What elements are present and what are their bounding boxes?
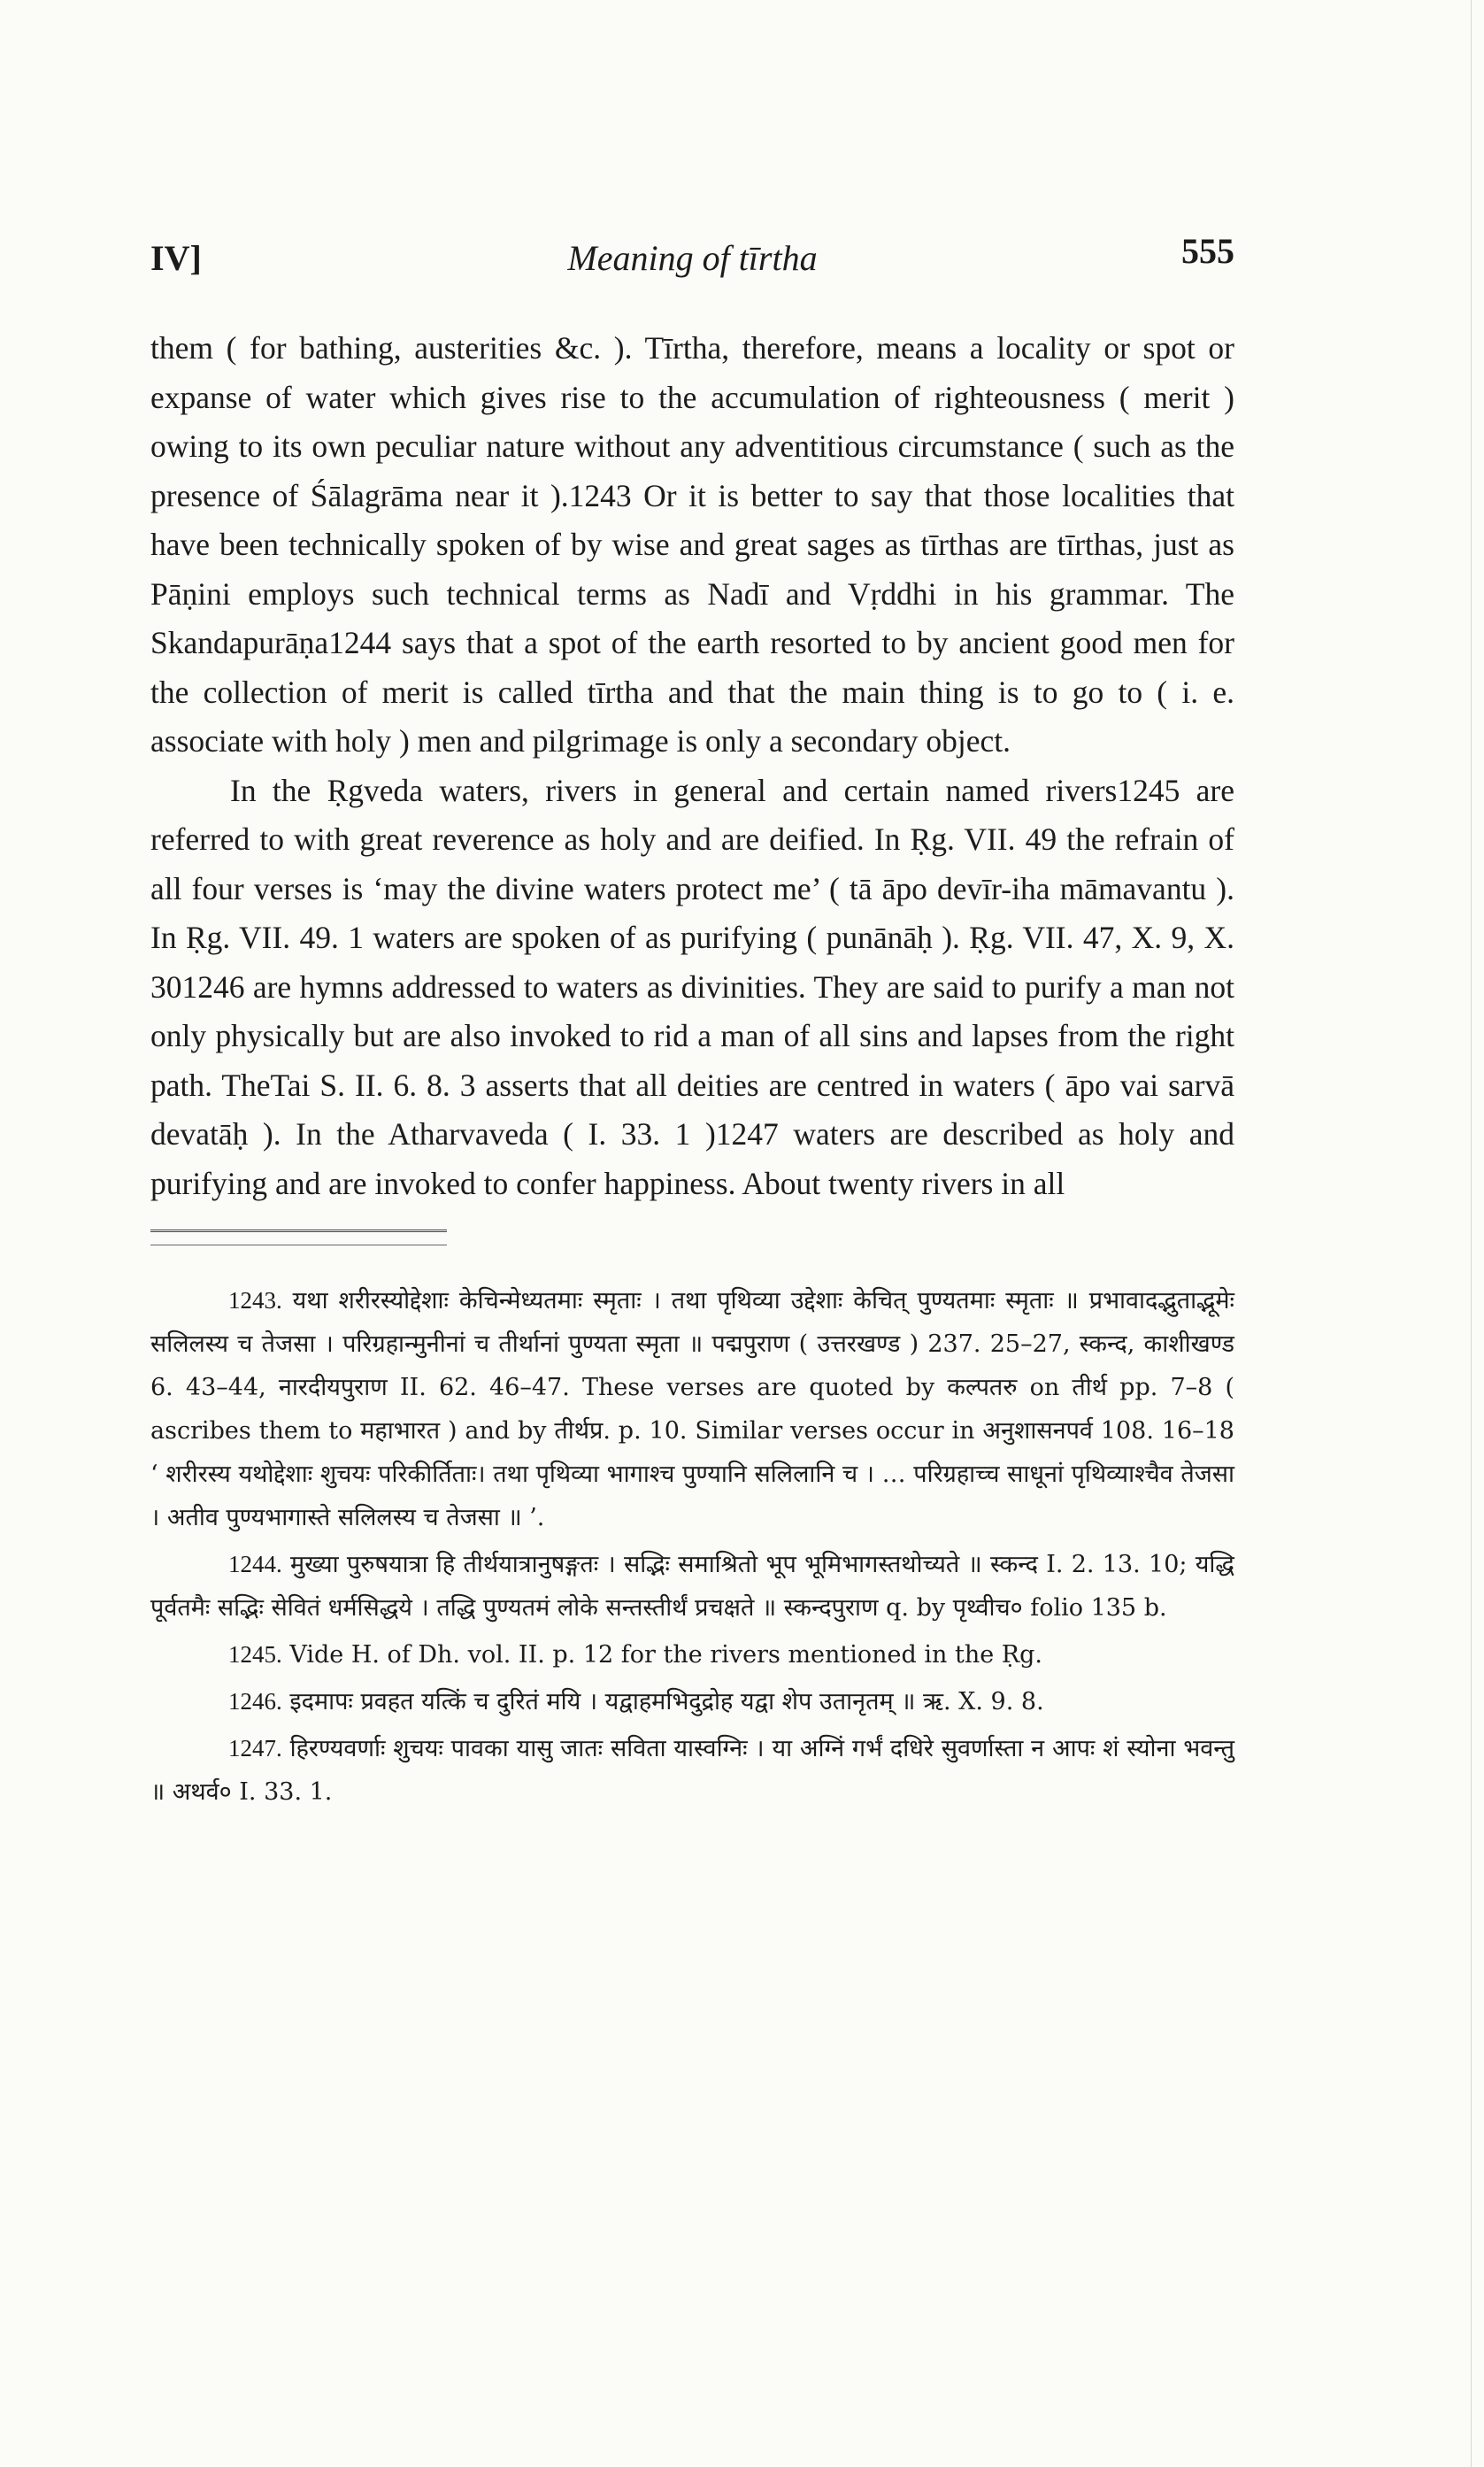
footnote-text: यथा शरीरस्योद्देशाः केचिन्मेध्यतमाः स्मृताः । तथा पृथिव्या उद्देशाः केचित् पुण्यतमाः स्मृताः ॥ प्रभावादद्भुताद्भूमेः सलिलस्य च तेजसा । परिग्रहान्मुनीनां च तीर्थानां पुण्यता स्मृता ॥ पद्मपुराण ( उत्तरखण्ड ) 237. 25–27, स्कन्द, काशीखण्ड 6. 43–44, नारदीयपुराण II. 62. 46–47. These verses are quoted by कल्पतरु on तीर्थ pp. 7–8 ( ascribes them to महाभारत ) and by तीर्थप्र. p. 10. Similar verses occur in अनुशासनपर्व 108. 16–18 ‘ शरीरस्य यथोद्देशाः शुचयः परिकीर्तिताः। तथा पृथिव्या भागाश्च पुण्यानि सलिलानि च । … परिग्रहाच्च साधूनां पृथिव्याश्चैव तेजसा । अतीव पुण्यभागास्ते सलिलस्य च तेजसा ॥ ’. xyxy=(150,1287,1234,1531)
paragraph-2-text: In the Ṛgveda waters, rivers in general and certain named rivers1245 are referred to with great reverence as holy and are deified. In Ṛg. VII. 49 the refrain of all four verses is ‘may the divine waters protect me’ ( tā āpo devīr-iha māmavantu ). In Ṛg. VII. 49. 1 waters are spoken of as purifying ( punānāḥ ). Ṛg. VII. 47, X. 9, X. 301246 are hymns addressed to waters as divinities. They are said to purify a man not only physically but are also invoked to rid a man of all sins and lapses from the right path. TheTai S. II. 6. 8. 3 asserts that all deities are centred in waters ( āpo vai sarvā devatāḥ ). In the Atharvaveda ( I. 33. 1 )1247 waters are described as holy and purifying and are invoked to confer happiness. About twenty rivers in all xyxy=(150,772,1234,1201)
footnote-1246 xyxy=(150,1680,1234,1723)
running-title: Meaning of tīrtha xyxy=(567,238,818,278)
footnote-divider xyxy=(150,1230,447,1245)
footnote-text: इदमापः प्रवहत यत्किं च दुरितं मयि । यद्वाहमभिदुद्रोह यद्वा शेप उतानृतम् ॥ ऋ. X. 9. 8. xyxy=(289,1688,1044,1715)
page-number: 555 xyxy=(1181,231,1234,271)
footnote-1245 xyxy=(150,1633,1234,1677)
footnote-text: मुख्या पुरुषयात्रा हि तीर्थयात्रानुषङ्गतः । सद्भिः समाश्रितो भूप भूमिभागस्तथोच्यते ॥ स्कन्द I. 2. 13. 10; यद्धि पूर्वतमैः सद्भिः सेवितं धर्मसिद्धये । तद्धि पुण्यतमं लोके सन्तस्तीर्थं प्रचक्षते ॥ स्कन्दपुराण q. by पृथ्वीच० folio 135 b. xyxy=(150,1551,1234,1622)
paragraph-2 xyxy=(150,767,1234,1209)
footnote-1247 xyxy=(150,1727,1234,1814)
footnote-number: 1245. xyxy=(228,1641,282,1668)
footnote-text: हिरण्यवर्णाः शुचयः पावका यासु जातः सविता यास्वग्निः । या अग्निं गर्भं दधिरे सुवर्णास्ता न आपः शं स्योना भवन्तु ॥ अथर्व० I. 33. 1. xyxy=(150,1735,1234,1806)
running-header xyxy=(150,230,1234,292)
footnote-number: 1246. xyxy=(228,1688,282,1715)
page-edge xyxy=(1471,0,1472,2467)
paragraph-1 xyxy=(150,324,1234,767)
chapter-marker: IV] xyxy=(150,238,202,278)
footnote-1243 xyxy=(150,1279,1234,1539)
footnote-number: 1244. xyxy=(228,1551,282,1577)
footnote-text: Vide H. of Dh. vol. II. p. 12 for the rivers mentioned in the Ṛg. xyxy=(289,1641,1042,1669)
footnote-1244 xyxy=(150,1543,1234,1630)
footnotes xyxy=(150,1279,1234,1814)
paragraph-1-text: them ( for bathing, austerities &c. ). Tīrtha, therefore, means a locality or spot or expanse of water which gives rise to the accumulation of righteousness ( merit ) owing to its own peculiar nature without any adventitious circumstance ( such as the presence of Śālagrāma near it ).1243 Or it is better to say that those localities that have been technically spoken of by wise and great sages as tīrthas are tīrthas, just as Pāṇini employs such technical terms as Nadī and Vṛddhi in his grammar. The Skandapurāṇa1244 says that a spot of the earth resorted to by ancient good men for the collection of merit is called tīrtha and that the main thing is to go to ( i. e. associate with holy ) men and pilgrimage is only a secondary object. xyxy=(150,330,1234,759)
footnote-number: 1243. xyxy=(228,1287,282,1314)
footnote-number: 1247. xyxy=(228,1735,282,1762)
book-page xyxy=(150,230,1234,1817)
